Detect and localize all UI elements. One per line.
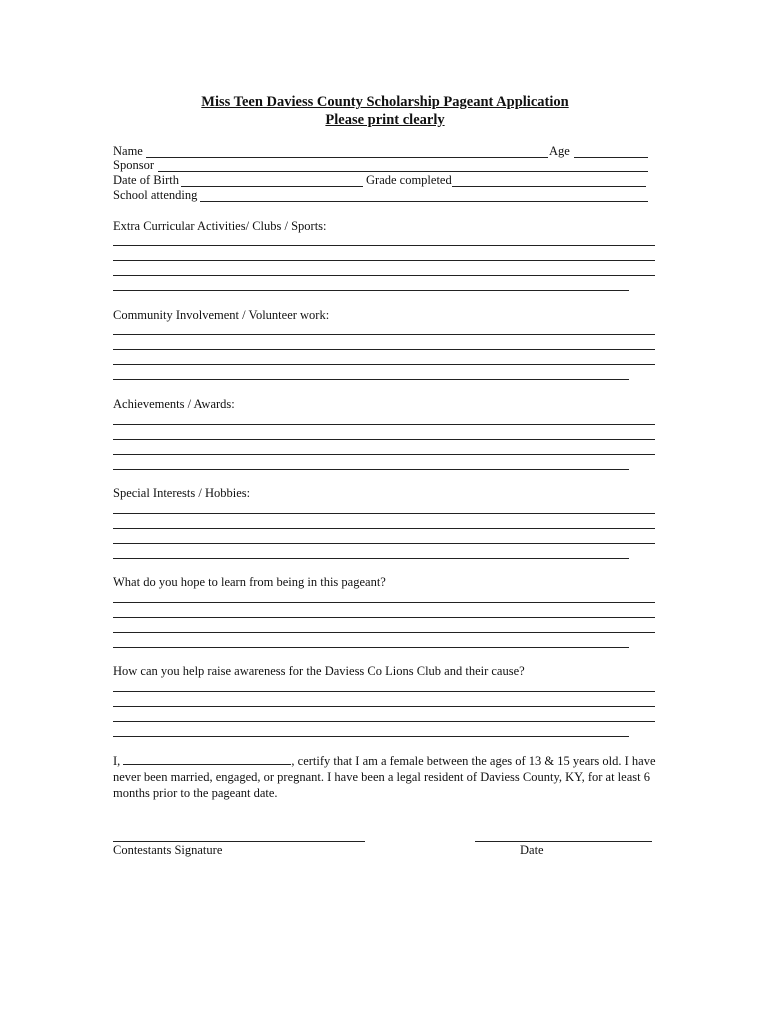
answer-line[interactable] [113,691,655,692]
section-label: Community Involvement / Volunteer work: [113,308,330,322]
date-line[interactable] [475,841,652,842]
answer-line[interactable] [113,617,655,618]
answer-line[interactable] [113,379,629,380]
answer-line[interactable] [113,721,655,722]
age-label: Age [549,144,570,158]
date-label: Date [520,843,544,857]
answer-line[interactable] [113,706,655,707]
answer-line[interactable] [113,439,655,440]
answer-line[interactable] [113,558,629,559]
dob-field[interactable] [181,186,363,187]
answer-line[interactable] [113,334,655,335]
answer-line[interactable] [113,260,655,261]
section-label: Special Interests / Hobbies: [113,486,251,500]
answer-line[interactable] [113,469,629,470]
answer-line[interactable] [113,245,655,246]
answer-line[interactable] [113,602,655,603]
grade-label: Grade completed [366,173,452,187]
section-label: Achievements / Awards: [113,397,235,411]
section-label: Extra Curricular Activities/ Clubs / Sports: [113,219,327,233]
school-field[interactable] [200,201,648,202]
certification-text: , certify that I am a female between the ages of 13 & 15 years old. I have never been married, engaged, or pregnant. I have been a legal resident of Daviess County, KY, for at least 6 months prior to the pageant date. [113,754,656,800]
certification-statement [113,753,658,801]
answer-line[interactable] [113,349,655,350]
form-title: Miss Teen Daviess County Scholarship Pageant Application [201,94,569,110]
answer-line[interactable] [113,528,655,529]
certification-prefix: I, [113,754,121,768]
answer-line[interactable] [113,736,629,737]
age-field[interactable] [574,157,648,158]
answer-line[interactable] [113,647,629,648]
answer-line[interactable] [113,454,655,455]
form-subtitle: Please print clearly [325,112,445,128]
sponsor-field[interactable] [158,171,648,172]
section-label: What do you hope to learn from being in this pageant? [113,575,386,589]
school-label: School attending [113,188,198,202]
answer-line[interactable] [113,364,655,365]
grade-field[interactable] [452,186,646,187]
name-label: Name [113,144,143,158]
name-field[interactable] [146,157,548,158]
certification-name-field[interactable] [123,753,291,765]
sponsor-label: Sponsor [113,158,154,172]
answer-line[interactable] [113,290,629,291]
signature-label: Contestants Signature [113,843,223,857]
answer-line[interactable] [113,275,655,276]
answer-line[interactable] [113,424,655,425]
answer-line[interactable] [113,543,655,544]
section-label: How can you help raise awareness for the Daviess Co Lions Club and their cause? [113,664,525,678]
dob-label: Date of Birth [113,173,179,187]
signature-line[interactable] [113,841,365,842]
answer-line[interactable] [113,513,655,514]
answer-line[interactable] [113,632,655,633]
